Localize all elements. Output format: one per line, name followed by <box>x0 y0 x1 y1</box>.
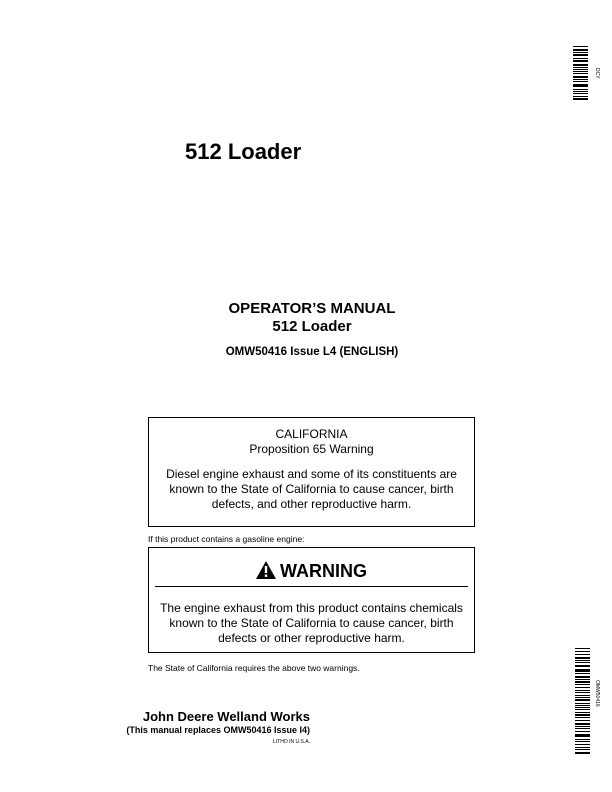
barcode-bar <box>573 60 588 62</box>
barcode-bar <box>573 73 588 74</box>
barcode-bar <box>575 731 590 732</box>
barcode-bar <box>573 91 588 92</box>
barcode-bar <box>575 651 590 652</box>
barcode-bar <box>575 692 590 693</box>
barcode-bar <box>575 714 590 716</box>
barcode-bar <box>575 670 590 672</box>
prop65-body-line: Diesel engine exhaust and some of its constituents are <box>166 467 457 481</box>
warning-body-line: defects or other reproductive harm. <box>218 631 405 645</box>
warning-body-line: The engine exhaust from this product contains chemicals <box>160 601 463 615</box>
barcode-bar <box>575 747 590 749</box>
barcode-bar <box>575 669 590 670</box>
barcode-bar <box>575 749 590 750</box>
barcode-bar <box>575 734 590 735</box>
warning-heading <box>149 548 474 582</box>
prop65-box <box>148 417 475 527</box>
warning-box <box>148 547 475 653</box>
barcode-bar <box>575 695 590 696</box>
prop65-subtitle: Proposition 65 Warning <box>249 442 374 456</box>
barcode-top <box>573 46 588 102</box>
barcode-bar <box>575 679 590 681</box>
barcode-bar <box>575 744 590 745</box>
barcode-bar <box>573 98 588 100</box>
barcode-bar <box>573 69 588 70</box>
prop65-body-line: known to the State of California to cause cancer, birth <box>169 482 454 496</box>
barcode-bar <box>573 85 588 87</box>
barcode-bar <box>575 726 590 727</box>
manual-code: OMW50416 Issue L4 (ENGLISH) <box>225 346 399 358</box>
warning-heading-text: WARNING <box>280 561 367 581</box>
barcode-bar <box>575 681 590 683</box>
barcode-bar <box>573 79 588 80</box>
barcode-bar <box>573 65 588 66</box>
barcode-bar <box>573 52 588 53</box>
barcode-top-label: DCY <box>594 68 600 79</box>
barcode-bottom-label: OMW50416 <box>594 680 600 707</box>
barcode-bar <box>573 54 588 56</box>
barcode-bar <box>573 67 588 68</box>
barcode-bar <box>575 709 590 710</box>
barcode-bar <box>575 654 590 656</box>
barcode-bar <box>575 684 590 685</box>
prop65-title: CALIFORNIA <box>275 427 348 441</box>
barcode-bar <box>573 71 588 73</box>
barcode-bar <box>573 46 588 47</box>
barcode-bar <box>575 690 590 691</box>
barcode-bar <box>575 648 590 649</box>
document-title: 512 Loader <box>185 139 302 164</box>
barcode-bar <box>575 739 590 740</box>
footer-replaces: (This manual replaces OMW50416 Issue I4) <box>126 725 310 735</box>
barcode-bar <box>573 64 588 65</box>
footer-works: John Deere Welland Works <box>142 709 310 724</box>
barcode-bar <box>575 735 590 737</box>
barcode-bar <box>575 712 590 713</box>
barcode-bar <box>575 657 590 659</box>
barcode-bar <box>575 707 590 709</box>
barcode-bar <box>575 723 590 725</box>
barcode-bar <box>573 84 588 85</box>
barcode-bottom <box>575 648 590 756</box>
barcode-bar <box>575 717 590 718</box>
gasoline-note: If this product contains a gasoline engine: <box>148 534 305 544</box>
barcode-bar <box>573 76 588 78</box>
barcode-bar <box>575 676 590 678</box>
barcode-bar <box>575 752 590 754</box>
barcode-bar <box>575 697 590 698</box>
warning-triangle-icon <box>256 561 276 579</box>
requires-note: The State of California requires the above two warnings. <box>148 663 360 673</box>
barcode-bar <box>573 93 588 95</box>
barcode-bar <box>575 673 590 674</box>
manual-heading: OPERATOR’S MANUAL <box>228 300 396 317</box>
prop65-body-line: defects, and other reproductive harm. <box>211 497 412 511</box>
footer-litho: LITHO IN U.S.A. <box>273 739 310 745</box>
barcode-bar <box>575 699 590 701</box>
barcode-bar <box>573 49 588 51</box>
barcode-bar <box>575 705 590 706</box>
barcode-bar <box>575 720 590 722</box>
barcode-bar <box>573 58 588 59</box>
barcode-bar <box>575 687 590 688</box>
barcode-bar <box>575 741 590 742</box>
warning-body-line: known to the State of California to cause cancer, birth <box>169 616 454 630</box>
barcode-bar <box>575 728 590 729</box>
barcode-bar <box>575 660 590 661</box>
manual-subheading: 512 Loader <box>272 318 352 335</box>
barcode-bar <box>575 703 590 704</box>
barcode-bar <box>573 96 588 97</box>
barcode-bar <box>573 89 588 90</box>
barcode-bar <box>575 665 590 667</box>
barcode-bar <box>575 662 590 663</box>
barcode-bar <box>573 81 588 82</box>
